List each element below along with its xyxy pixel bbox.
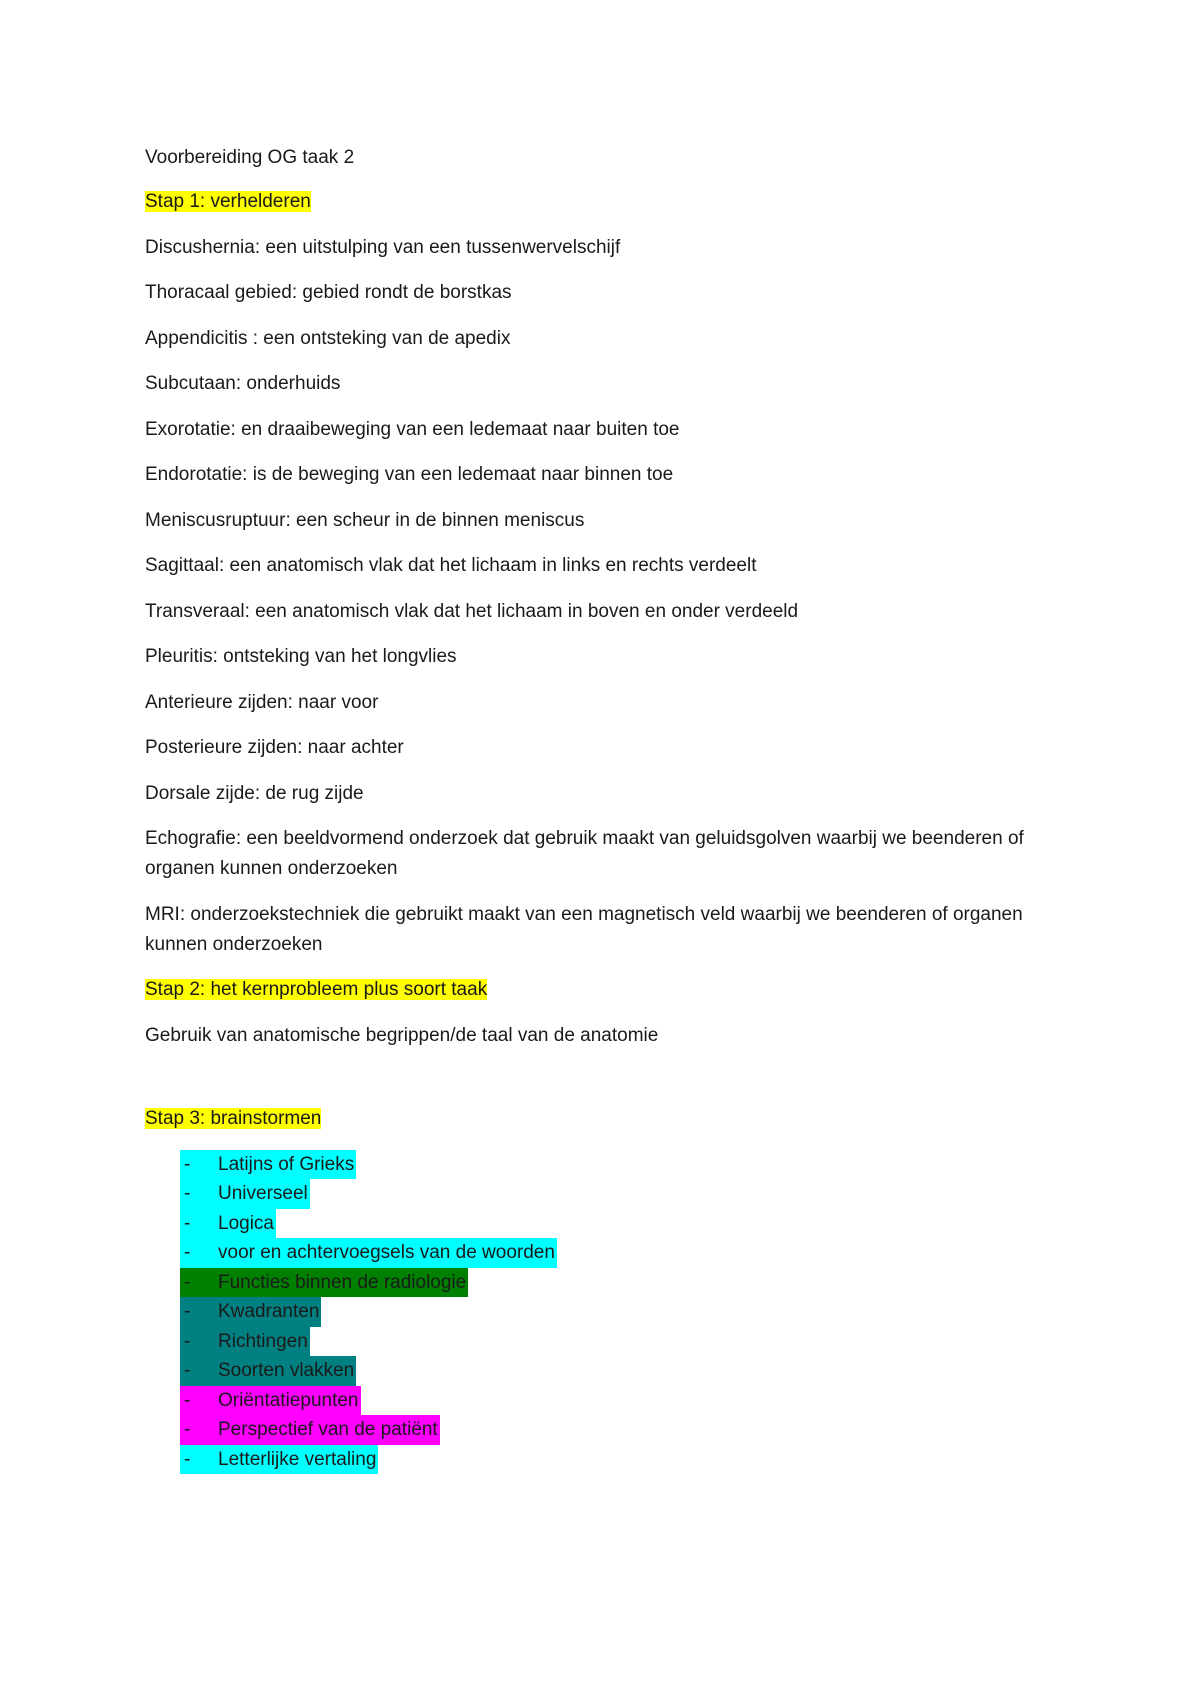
document-title: Voorbereiding OG taak 2	[145, 147, 355, 168]
step1-heading	[145, 187, 1045, 217]
brainstorm-item-highlight	[180, 1327, 310, 1357]
definition-item: Transveraal: een anatomisch vlak dat het lichaam in boven en onder verdeeld	[145, 600, 799, 622]
brainstorm-item-text: Logica	[218, 1212, 274, 1234]
bullet-dash: -	[184, 1448, 191, 1470]
brainstorm-item-highlight	[180, 1209, 276, 1239]
bullet-dash: -	[184, 1153, 191, 1175]
step2-heading-text: Stap 2: het kernprobleem plus soort taak	[145, 979, 488, 1000]
definition-item: Pleuritis: ontsteking van het longvlies	[145, 646, 457, 667]
step2-heading	[145, 975, 1045, 1005]
definition-item: Anterieure zijden: naar voor	[145, 691, 379, 713]
brainstorm-item	[180, 1356, 1080, 1386]
definition-item: Sagittaal: een anatomisch vlak dat het lichaam in links en rechts verdeelt	[145, 555, 757, 576]
bullet-dash: -	[184, 1389, 191, 1411]
brainstorm-item-text: Latijns of Grieks	[218, 1153, 355, 1175]
brainstorm-item-highlight	[180, 1150, 356, 1180]
bullet-dash: -	[184, 1242, 191, 1263]
bullet-dash: -	[184, 1183, 191, 1204]
brainstorm-item	[180, 1268, 1080, 1298]
brainstorm-item-highlight	[180, 1179, 310, 1209]
step1-heading-text: Stap 1: verhelderen	[145, 191, 311, 212]
brainstorm-item-highlight	[180, 1386, 361, 1416]
document-body	[145, 143, 1045, 1474]
bullet-dash: -	[184, 1301, 191, 1322]
definition-item: Thoracaal gebied: gebied rondt de borstkas	[145, 282, 512, 303]
empty-paragraph	[145, 1066, 1045, 1104]
bullet-dash: -	[184, 1212, 191, 1234]
bullet-dash: -	[184, 1271, 191, 1293]
definition-item: Meniscusruptuur: een scheur in de binnen meniscus	[145, 509, 585, 531]
brainstorm-item	[180, 1150, 1080, 1180]
brainstorm-item-highlight	[180, 1268, 468, 1298]
brainstorm-item-text: Oriëntatiepunten	[218, 1389, 359, 1411]
brainstorm-item	[180, 1209, 1080, 1239]
brainstorm-item-highlight	[180, 1356, 356, 1386]
brainstorm-item-highlight	[180, 1297, 321, 1327]
brainstorm-item	[180, 1415, 1080, 1445]
definition-list	[145, 233, 1045, 960]
brainstorm-item-highlight	[180, 1238, 557, 1268]
brainstorm-item-text: Functies binnen de radiologie	[218, 1271, 467, 1293]
definition-item: Exorotatie: en draaibeweging van een ledemaat naar buiten toe	[145, 418, 680, 440]
definition-item: Dorsale zijde: de rug zijde	[145, 782, 364, 804]
brainstorm-item-highlight	[180, 1415, 440, 1445]
definition-item: Appendicitis : een ontsteking van de apedix	[145, 327, 511, 349]
bullet-dash: -	[184, 1419, 191, 1440]
definition-item: Endorotatie: is de beweging van een ledemaat naar binnen toe	[145, 464, 674, 485]
brainstorm-item	[180, 1445, 1080, 1475]
step2-text: Gebruik van anatomische begrippen/de taal van de anatomie	[145, 1024, 659, 1046]
definition-item: Discushernia: een uitstulping van een tussenwervelschijf	[145, 236, 621, 258]
brainstorm-item	[180, 1297, 1080, 1327]
brainstorm-item-text: Perspectief van de patiënt	[218, 1419, 438, 1440]
brainstorm-item-text: Soorten vlakken	[218, 1360, 355, 1381]
bullet-dash: -	[184, 1360, 191, 1381]
brainstorm-list	[180, 1150, 1080, 1475]
step3-heading	[145, 1104, 1045, 1134]
brainstorm-item-text: Universeel	[218, 1183, 308, 1204]
bullet-dash: -	[184, 1330, 191, 1352]
brainstorm-item-text: Letterlijke vertaling	[218, 1448, 377, 1470]
brainstorm-item-highlight	[180, 1445, 378, 1475]
brainstorm-item-text: Kwadranten	[218, 1301, 320, 1322]
brainstorm-item	[180, 1386, 1080, 1416]
step3-heading-text: Stap 3: brainstormen	[145, 1108, 322, 1129]
brainstorm-item-text: Richtingen	[218, 1330, 308, 1352]
brainstorm-item	[180, 1327, 1080, 1357]
definition-item: MRI: onderzoekstechniek die gebruikt maakt van een magnetisch veld waarbij we beenderen of organen kunnen onderzoeken	[145, 903, 1023, 955]
brainstorm-item	[180, 1238, 1080, 1268]
brainstorm-item	[180, 1179, 1080, 1209]
brainstorm-item-text: voor en achtervoegsels van de woorden	[218, 1242, 555, 1263]
definition-item: Subcutaan: onderhuids	[145, 373, 341, 394]
definition-item: Posterieure zijden: naar achter	[145, 737, 404, 758]
definition-item: Echografie: een beeldvormend onderzoek dat gebruik maakt van geluidsgolven waarbij we beenderen of organen kunnen onderzoeken	[145, 828, 1024, 879]
